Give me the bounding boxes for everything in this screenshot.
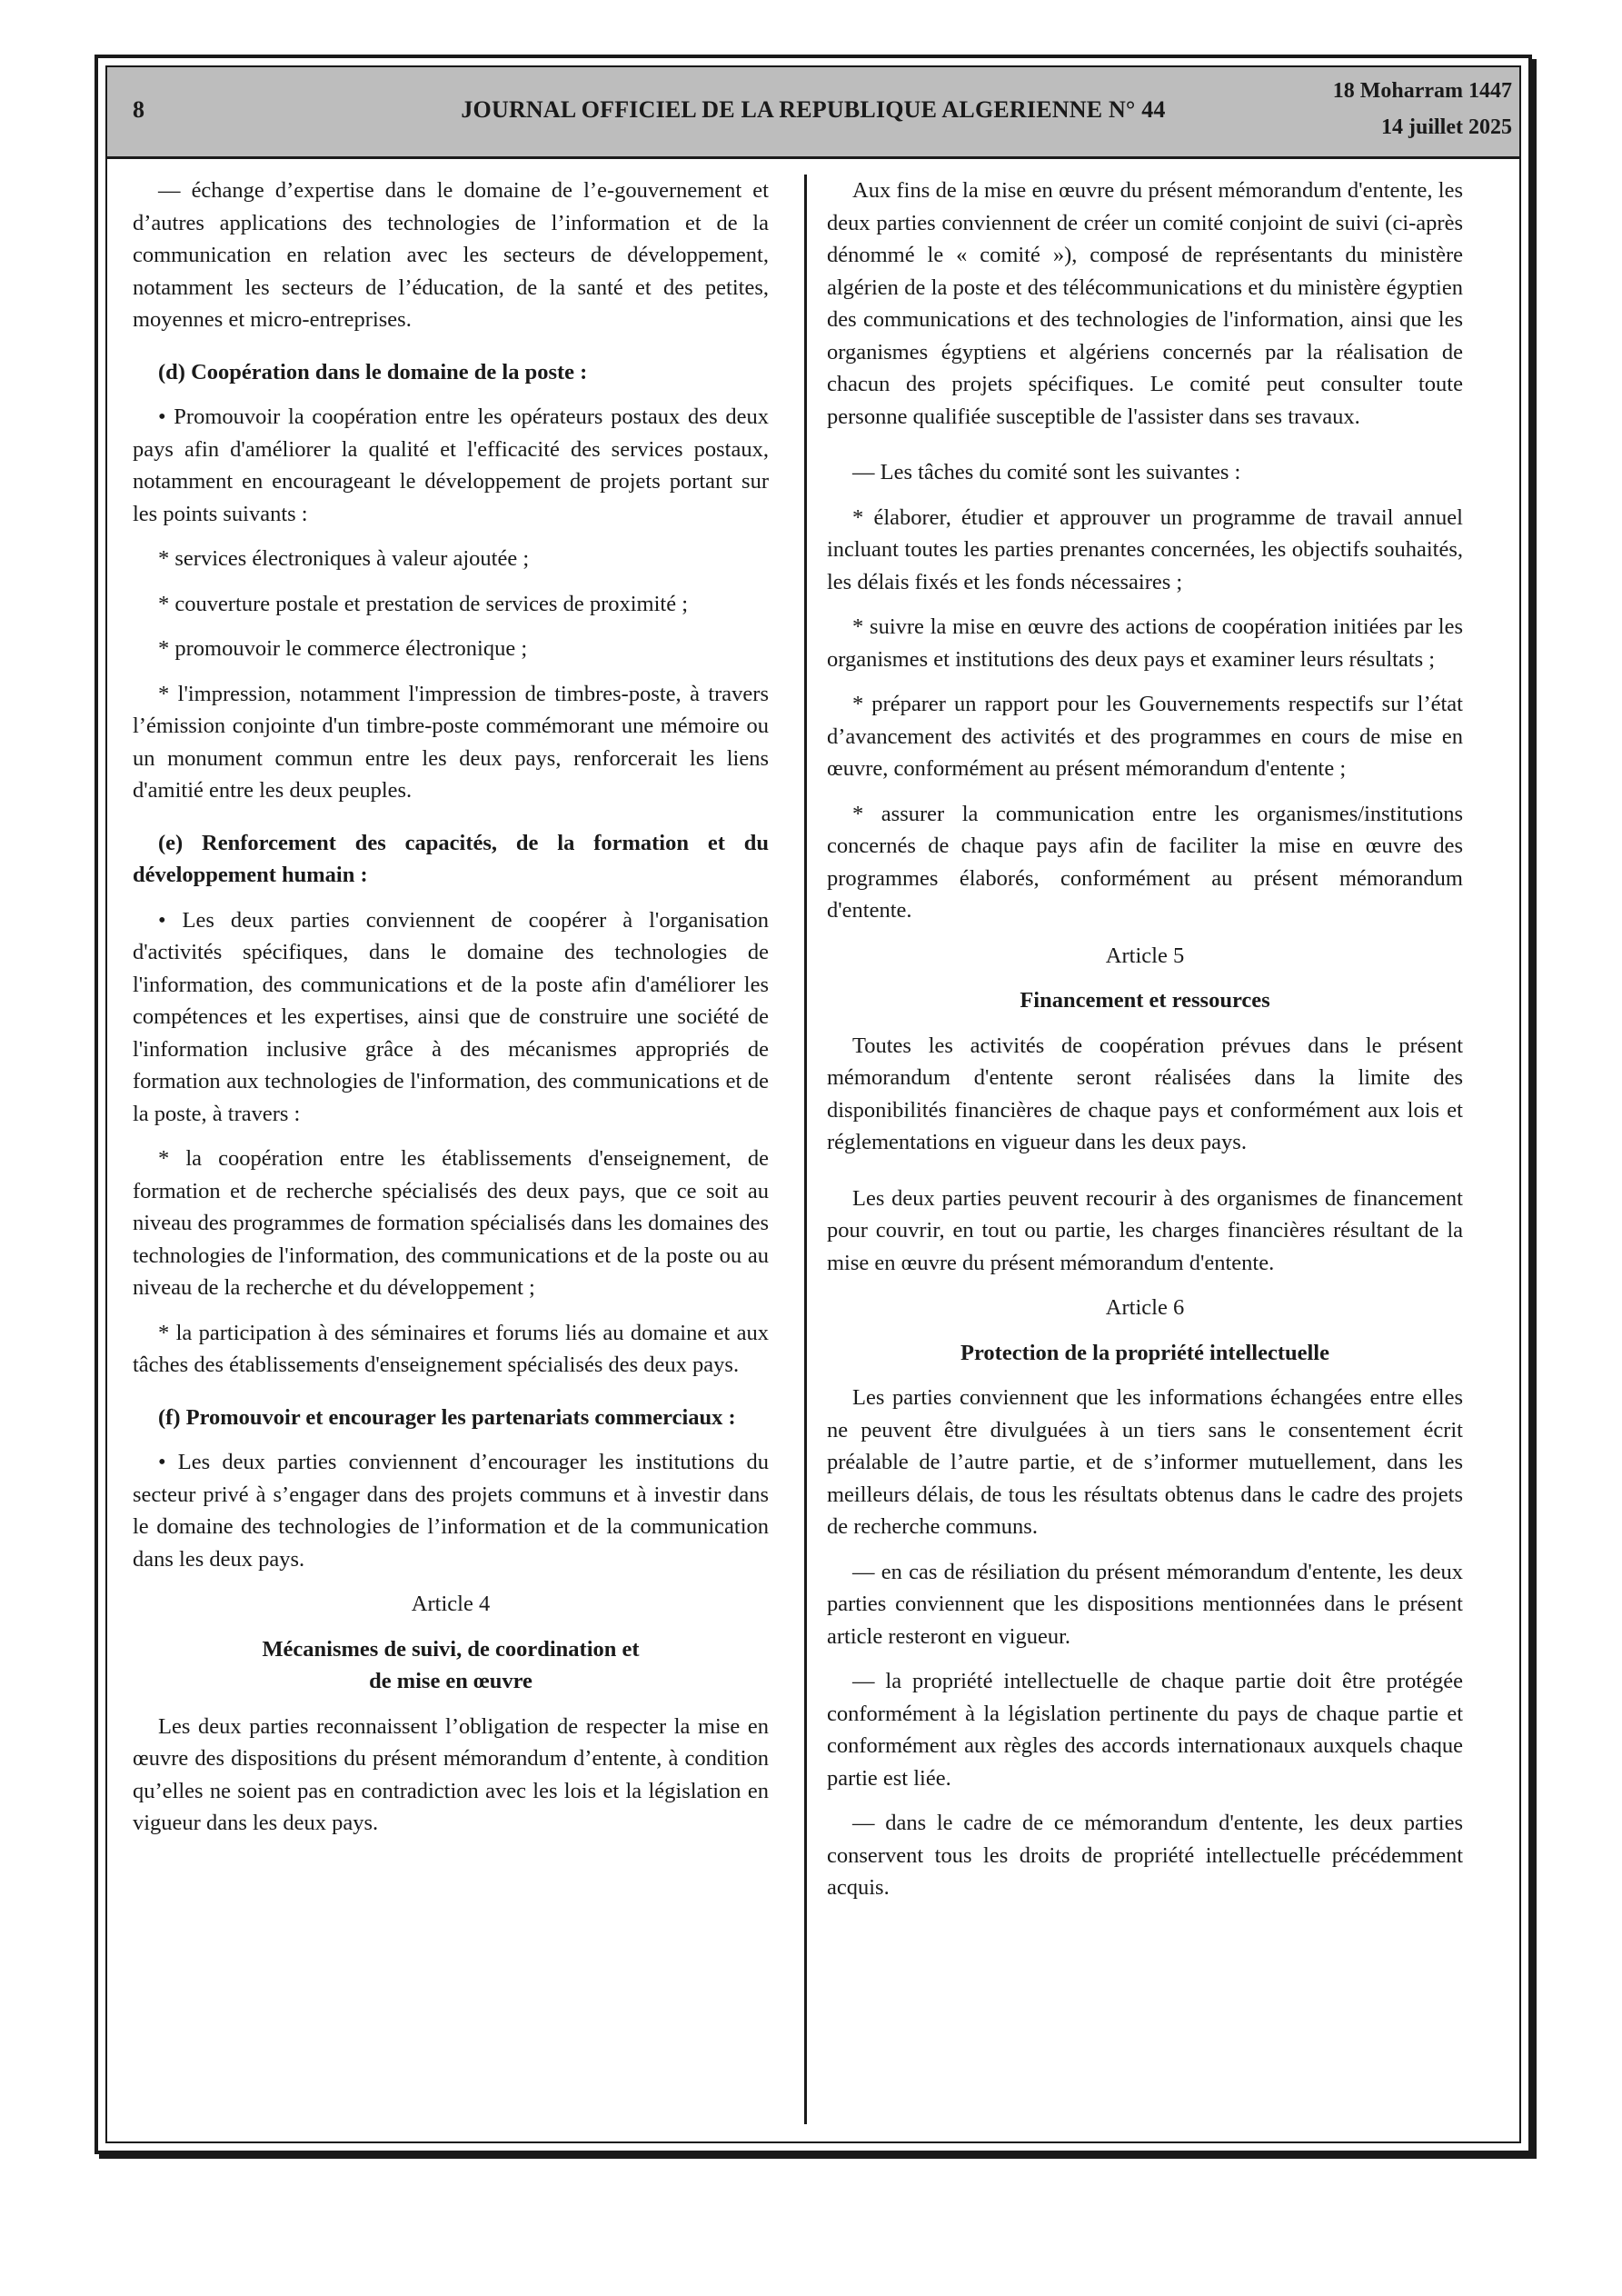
section-heading-d: (d) Coopération dans le domaine de la poste :: [158, 359, 588, 384]
list-item: * la participation à des séminaires et forums liés au domaine et aux tâches des établissements d'enseignement spécialisés des deux pays.: [133, 1320, 769, 1377]
journal-header: [107, 67, 1519, 159]
list-item: * suivre la mise en œuvre des actions de coopération initiées par les organismes et institutions des deux pays et examiner leurs résultats ;: [827, 614, 1463, 672]
paragraph: — échange d’expertise dans le domaine de l’e-gouvernement et d’autres applications des technologies de l’information et de la communication en relation avec les secteurs de développement, notamment les secteurs de l’éducation, de la santé et des petites, moyennes et micro-entreprises.: [133, 178, 769, 332]
article-6-number: Article 6: [1105, 1295, 1185, 1320]
list-item: * couverture postale et prestation de services de proximité ;: [158, 591, 689, 616]
article-5-number: Article 5: [1105, 943, 1185, 968]
paragraph: • Les deux parties conviennent d’encourager les institutions du secteur privé à s’engager dans des projets communs et à investir dans le domaine des technologies de l’information et de la communication dans les deux pays.: [133, 1450, 769, 1572]
page-outer-frame: [95, 55, 1532, 2154]
paragraph: Aux fins de la mise en œuvre du présent mémorandum d'entente, les deux parties conviennent de créer un comité conjoint de suivi (ci-après dénommé le « comité »), composé de représentants du ministère algérien de la poste et des télécommunications et du ministère égyptien des communications et des technologies de l'information, ainsi que les organismes égyptiens et algériens concernés par la réalisation de chacun des projets spécifiques. Le comité peut consulter toute personne qualifiée susceptible de l'assister dans ses travaux.: [827, 178, 1463, 429]
paragraph: — la propriété intellectuelle de chaque partie doit être protégée conformément à la législation pertinente du pays de chaque partie et conformément aux règles des accords internationaux auxquels chaque partie est liée.: [827, 1669, 1463, 1791]
paragraph: Les parties conviennent que les informations échangées entre elles ne peuvent être divulguées à un tiers sans le consentement écrit préalable de l’autre partie, et de s’informer mutuellement, dans les meilleurs délais, de tous les résultats obtenus dans le cadre des projets de recherche communs.: [827, 1385, 1463, 1539]
list-item: * préparer un rapport pour les Gouvernements respectifs sur l’état d’avancement des activités et des programmes en cours de mise en œuvre, conformément au présent mémorandum d'entente ;: [827, 692, 1463, 781]
paragraph: — dans le cadre de ce mémorandum d'entente, les deux parties conservent tous les droits de propriété intellectuelle précédemment acquis.: [827, 1811, 1463, 1900]
page-number: 8: [133, 96, 144, 123]
article-4-title-line1: Mécanismes de suivi, de coordination et: [262, 1636, 640, 1662]
date-hijri: 18 Moharram 1447: [1332, 79, 1512, 103]
article-4-title: [133, 1633, 769, 1698]
header-dates: [1333, 73, 1512, 145]
right-column: [827, 175, 1463, 1917]
list-item: * assurer la communication entre les organismes/institutions concernés de chaque pays afin de faciliter la mise en œuvre des programmes élaborés, conformément au présent mémorandum d'entente.: [827, 801, 1463, 923]
paragraph: • Les deux parties conviennent de coopérer à l'organisation d'activités spécifiques, dans le domaine des technologies de l'information, des communications et de la poste afin d'améliorer les compétences et les expertises, ainsi que de construire une société de l'information inclusive grâce à des mécanismes appropriés de formation aux technologies de l'information, des communications et de la poste, à travers :: [133, 907, 769, 1126]
list-item: * la coopération entre les établissements d'enseignement, de formation et de recherche spécialisés des deux pays, que ce soit au niveau des programmes de formation spécialisés dans les domaines des technologies de l'information, des communications et de la poste ou au niveau de la recherche et du développement ;: [133, 1146, 769, 1300]
section-heading-f: (f) Promouvoir et encourager les partenariats commerciaux :: [158, 1404, 736, 1430]
tasks-intro: — Les tâches du comité sont les suivantes :: [852, 460, 1241, 484]
paragraph: Toutes les activités de coopération prévues dans le présent mémorandum d'entente seront réalisées dans la limite des disponibilités financières de chaque pays et conformément aux lois et réglementations en vigueur dans les deux pays.: [827, 1033, 1463, 1154]
list-item: * services électroniques à valeur ajoutée ;: [158, 546, 530, 571]
article-4-number: Article 4: [411, 1592, 491, 1616]
page-inner-frame: [105, 65, 1521, 2143]
list-item: * promouvoir le commerce électronique ;: [158, 636, 528, 661]
list-item: * élaborer, étudier et approuver un programme de travail annuel incluant toutes les parties prenantes concernées, les objectifs souhaités, les délais fixés et les fonds nécessaires ;: [827, 504, 1463, 594]
column-divider: [804, 175, 807, 2124]
list-item: * l'impression, notamment l'impression de timbres-poste, à travers l’émission conjointe d'un timbre-poste commémorant une mémoire ou un monument commun entre les deux pays, renforcerait les liens d'amitié entre les deux peuples.: [133, 681, 769, 803]
paragraph: Les deux parties reconnaissent l’obligation de respecter la mise en œuvre des dispositions du présent mémorandum d’entente, à condition qu’elles ne soient pas en contradiction avec les lois et la législation en vigueur dans les deux pays.: [133, 1713, 769, 1835]
article-6-title: Protection de la propriété intellectuelle: [960, 1340, 1329, 1365]
paragraph: • Promouvoir la coopération entre les opérateurs postaux des deux pays afin d'améliorer la qualité et l'efficacité des services postaux, notamment en encourageant le développement de projets portant sur les points suivants :: [133, 404, 769, 526]
journal-title: JOURNAL OFFICIEL DE LA REPUBLIQUE ALGERIENNE N° 44: [461, 96, 1166, 123]
section-heading-e: (e) Renforcement des capacités, de la formation et du développement humain :: [133, 830, 769, 887]
date-gregorian: 14 juillet 2025: [1381, 115, 1512, 139]
article-5-title: Financement et ressources: [1020, 988, 1270, 1013]
paragraph: Les deux parties peuvent recourir à des organismes de financement pour couvrir, en tout ou partie, les charges financières résultant de la mise en œuvre du présent mémorandum d'entente.: [827, 1185, 1463, 1275]
article-4-title-line2: de mise en œuvre: [369, 1669, 532, 1693]
left-column: [133, 175, 769, 1852]
paragraph: — en cas de résiliation du présent mémorandum d'entente, les deux parties conviennent que les dispositions mentionnées dans le présent article resteront en vigueur.: [827, 1559, 1463, 1649]
